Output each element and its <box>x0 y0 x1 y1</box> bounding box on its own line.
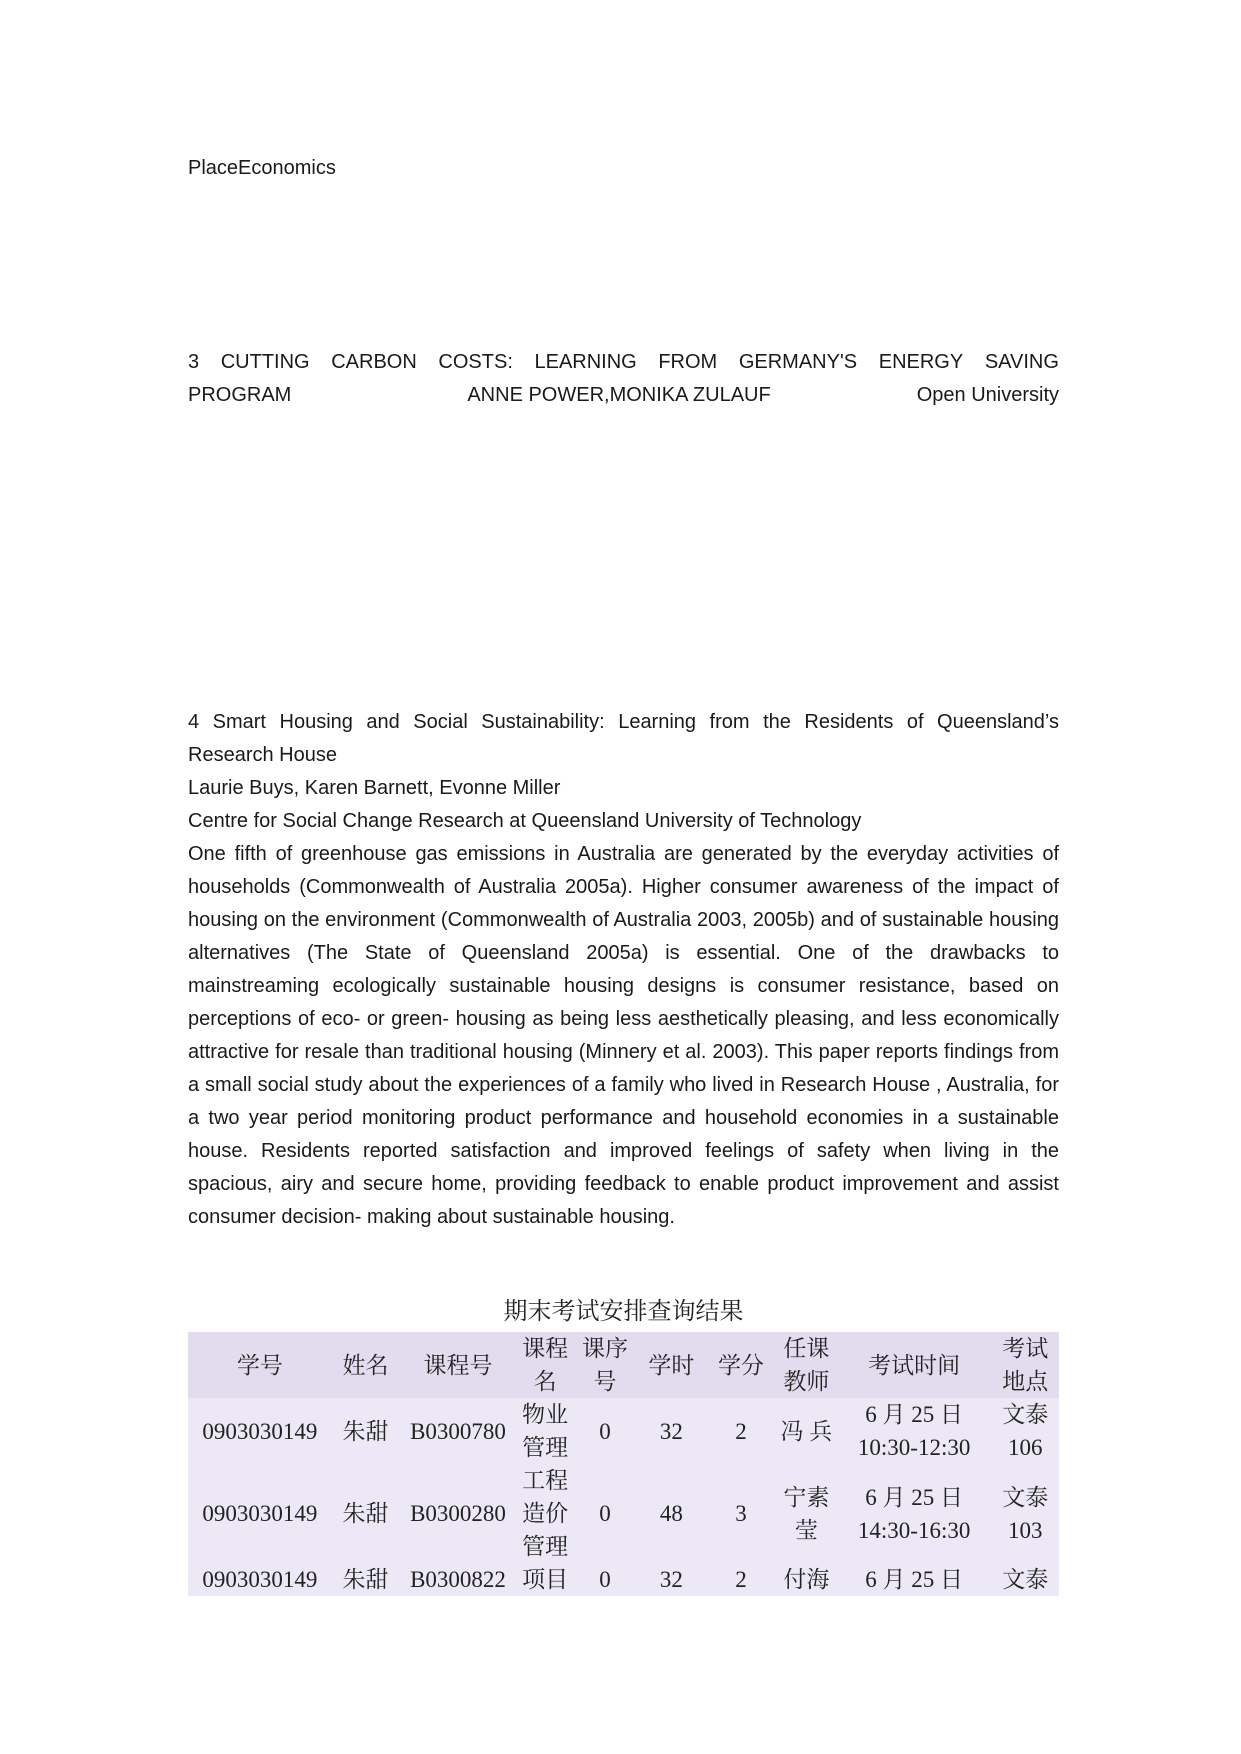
cell-section: 0 <box>599 1567 611 1592</box>
cell-exam-room: 文泰 103 <box>1002 1484 1049 1543</box>
cell-student-id: 0903030149 <box>202 1418 318 1444</box>
section-3-heading <box>188 346 1059 412</box>
cell-course-name: 项目 <box>522 1567 569 1592</box>
cell-hours: 32 <box>659 1567 683 1592</box>
cell-course-name: 工程造价管理 <box>522 1468 569 1559</box>
section-3-line-2 <box>188 379 1059 412</box>
cell-section: 0 <box>599 1418 611 1444</box>
col-header: 课程名 <box>517 1332 574 1398</box>
cell-teacher: 冯 兵 <box>780 1418 833 1444</box>
header-org: PlaceEconomics <box>188 157 336 179</box>
word: 3 <box>188 351 200 373</box>
word: LEARNING <box>534 351 637 373</box>
section-4-abstract: One fifth of greenhouse gas emissions in Australia are generated by the everyday activities of households (Commonwealth of Australia 2005a). Higher consumer awareness of the impact of housing on the environment (Commonwealth of Australia 2003, 2005b) and of sustainable housing alternatives (The State of Queensland 2005a) is essential. One of the drawbacks to mainstreaming ecologically sustainable housing designs is consumer resistance, based on perceptions of eco- or green- housing as being less aesthetically pleasing, and less economically attractive for resale than traditional housing (Minnery et al. 2003). This paper reports findings from a small social study about the experiences of a family who lived in Research House , Australia, for a two year period monitoring product performance and household economies in a sustainable house. Residents reported satisfaction and improved feelings of safety when living in the spacious, airy and secure home, providing feedback to enable product improvement and assist consumer decision- making about sustainable housing. <box>188 843 1059 1228</box>
table-header-row <box>188 1332 1059 1398</box>
section-4-authors: Laurie Buys, Karen Barnett, Evonne Miller <box>188 777 561 799</box>
word: CUTTING <box>220 351 310 373</box>
word: SAVING <box>984 351 1059 373</box>
word: COSTS: <box>438 351 513 373</box>
cell-exam-room: 文泰 <box>1002 1567 1049 1592</box>
cell-hours: 48 <box>659 1501 683 1526</box>
col-header: 姓名 <box>332 1332 400 1398</box>
cell-exam-room: 文泰 106 <box>1002 1402 1049 1460</box>
col-header: 任课教师 <box>776 1332 837 1398</box>
exam-table <box>188 1332 1059 1596</box>
section-3-program: PROGRAM <box>188 384 292 406</box>
cell-teacher: 宁素莹 <box>783 1484 830 1543</box>
table-row <box>188 1563 1059 1596</box>
exam-schedule <box>188 1292 1059 1596</box>
word: ENERGY <box>878 351 964 373</box>
section-4-title: 4 Smart Housing and Social Sustainability: Learning from the Residents of Queensland’s Research House <box>188 711 1059 766</box>
cell-exam-time: 6 月 25 日 14:30-16:30 <box>857 1484 971 1543</box>
section-4 <box>188 706 1059 1234</box>
cell-course-id: B0300822 <box>410 1567 506 1592</box>
exam-title: 期末考试安排查询结果 <box>503 1299 744 1325</box>
cell-credits: 2 <box>735 1418 747 1444</box>
section-3-authors: ANNE POWER,MONIKA ZULAUF <box>467 384 771 406</box>
cell-course-id: B0300280 <box>410 1501 506 1526</box>
cell-name: 朱甜 <box>342 1418 389 1444</box>
section-3-affiliation: Open University <box>916 384 1059 406</box>
cell-exam-time: 6 月 25 日 10:30-12:30 <box>857 1402 971 1460</box>
word: CARBON <box>331 351 417 373</box>
col-header: 考试时间 <box>837 1332 992 1398</box>
cell-section: 0 <box>599 1501 611 1526</box>
col-header: 考试地点 <box>991 1332 1059 1398</box>
cell-name: 朱甜 <box>342 1501 389 1526</box>
cell-teacher: 付海 <box>783 1567 830 1592</box>
cell-student-id: 0903030149 <box>202 1501 318 1526</box>
cell-exam-time: 6 月 25 日 <box>865 1567 964 1592</box>
section-4-affiliation: Centre for Social Change Research at Queensland University of Technology <box>188 810 862 832</box>
word: GERMANY'S <box>738 351 858 373</box>
cell-name: 朱甜 <box>342 1567 389 1592</box>
table-row <box>188 1464 1059 1563</box>
col-header: 课程号 <box>399 1332 517 1398</box>
cell-course-name: 物业管理 <box>522 1402 569 1460</box>
col-header: 课序号 <box>573 1332 636 1398</box>
col-header: 学时 <box>637 1332 707 1398</box>
cell-course-id: B0300780 <box>410 1418 506 1444</box>
cell-hours: 32 <box>659 1418 683 1444</box>
section-3-line-1 <box>188 346 1059 379</box>
col-header: 学号 <box>188 1332 332 1398</box>
table-row <box>188 1398 1059 1464</box>
col-header: 学分 <box>706 1332 776 1398</box>
cell-student-id: 0903030149 <box>202 1567 318 1592</box>
cell-credits: 2 <box>735 1567 747 1592</box>
word: FROM <box>658 351 718 373</box>
cell-credits: 3 <box>735 1501 747 1526</box>
